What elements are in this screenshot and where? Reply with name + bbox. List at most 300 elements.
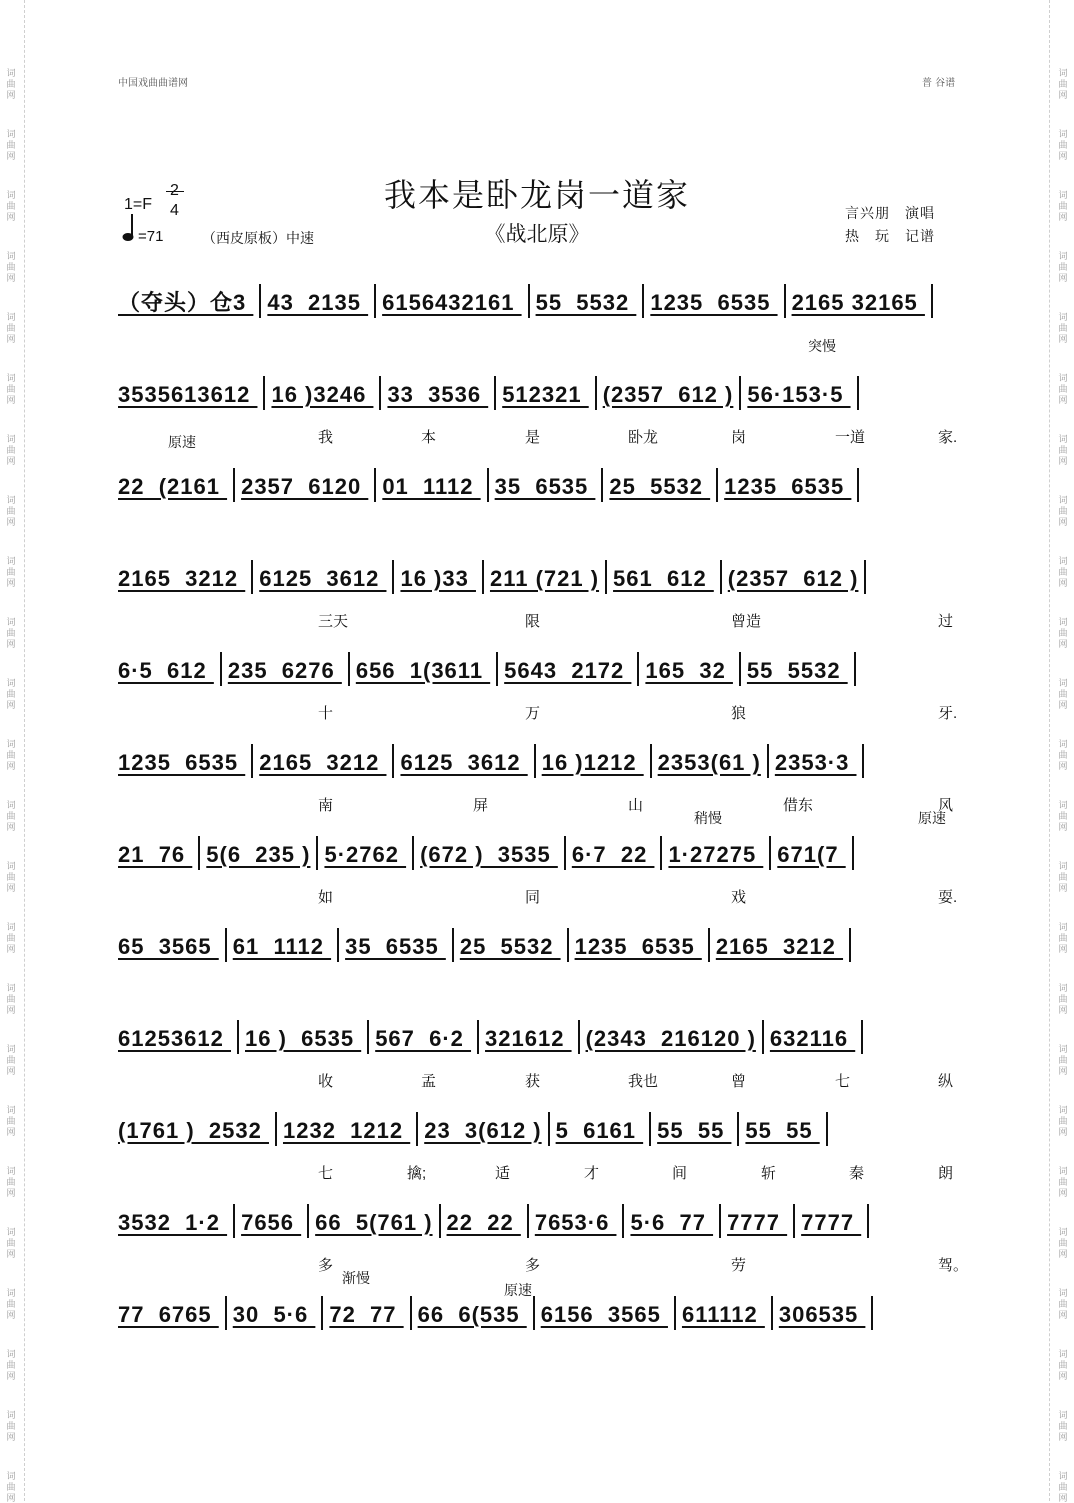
watermark-glyph: 网 bbox=[1058, 1310, 1068, 1320]
watermark-glyph: 网 bbox=[1058, 212, 1068, 222]
watermark-glyph: 词 bbox=[6, 434, 16, 444]
lyric-word: 是 bbox=[525, 429, 541, 446]
measure: 211 (721 ) bbox=[489, 566, 600, 591]
barline bbox=[931, 284, 933, 318]
watermark-glyph: 网 bbox=[1058, 1127, 1068, 1137]
barline bbox=[439, 1204, 441, 1238]
barline bbox=[857, 376, 859, 410]
measure: 306535 bbox=[778, 1302, 866, 1327]
watermark-glyph: 网 bbox=[1058, 1249, 1068, 1259]
lyric-word: 多 bbox=[318, 1257, 334, 1274]
measure: 2165 3212 bbox=[118, 566, 246, 591]
singer-credit: 言兴朋 演唱 bbox=[845, 205, 935, 221]
barline bbox=[793, 1204, 795, 1238]
score-row bbox=[118, 1112, 976, 1146]
watermark-glyph: 词 bbox=[1058, 1471, 1068, 1481]
measure: 6156 3565 bbox=[540, 1302, 668, 1327]
measure: 2165 32165 bbox=[791, 290, 925, 315]
barline bbox=[864, 560, 866, 594]
watermark-glyph: 网 bbox=[6, 1371, 16, 1381]
watermark-glyph: 网 bbox=[6, 1310, 16, 1320]
watermark-glyph: 曲 bbox=[6, 201, 16, 211]
barline bbox=[622, 1204, 624, 1238]
barline bbox=[660, 836, 662, 870]
measure: 7656 bbox=[241, 1210, 302, 1235]
measure: 22 22 bbox=[446, 1210, 521, 1235]
watermark-glyph: 曲 bbox=[1058, 1116, 1068, 1126]
barline bbox=[374, 284, 376, 318]
measure: 5·2762 bbox=[324, 842, 407, 867]
watermark-glyph: 网 bbox=[6, 334, 16, 344]
watermark-glyph: 曲 bbox=[1058, 201, 1068, 211]
barline bbox=[595, 376, 597, 410]
song-title: 我本是卧龙岗一道家 bbox=[383, 176, 690, 214]
watermark-glyph: 曲 bbox=[1058, 628, 1068, 638]
watermark-glyph: 词 bbox=[6, 251, 16, 261]
barline bbox=[871, 1296, 873, 1330]
watermark-glyph: 词 bbox=[6, 800, 16, 810]
barline bbox=[337, 928, 339, 962]
watermark-glyph: 曲 bbox=[6, 1238, 16, 1248]
lyric-word: 十 bbox=[318, 705, 334, 722]
barline bbox=[487, 468, 489, 502]
measure: 2353·3 bbox=[774, 750, 857, 775]
measure: 16 )33 bbox=[400, 566, 476, 591]
barline bbox=[307, 1204, 309, 1238]
barline bbox=[716, 468, 718, 502]
watermark-glyph: 曲 bbox=[1058, 445, 1068, 455]
measure: 56·153·5 bbox=[747, 382, 851, 407]
lyric-word: 岗 bbox=[731, 429, 747, 446]
barline bbox=[392, 560, 394, 594]
measure: 16 )3246 bbox=[271, 382, 374, 407]
barline bbox=[719, 1204, 721, 1238]
barline bbox=[567, 928, 569, 962]
watermark-glyph: 网 bbox=[6, 1188, 16, 1198]
barline bbox=[452, 928, 454, 962]
watermark-glyph: 词 bbox=[1058, 1288, 1068, 1298]
watermark-glyph: 词 bbox=[1058, 800, 1068, 810]
watermark-glyph: 网 bbox=[1058, 883, 1068, 893]
barline bbox=[321, 1296, 323, 1330]
measure: (2343 216120 ) bbox=[585, 1026, 756, 1051]
watermark-glyph: 曲 bbox=[6, 994, 16, 1004]
barline bbox=[605, 560, 607, 594]
tempo-change-mark: 原速 bbox=[918, 810, 946, 826]
measure: 3535613612 bbox=[118, 382, 258, 407]
measure: 25 5532 bbox=[459, 934, 561, 959]
barline bbox=[237, 1020, 239, 1054]
measure: 1·27275 bbox=[668, 842, 764, 867]
watermark-glyph: 词 bbox=[6, 129, 16, 139]
watermark-glyph: 网 bbox=[6, 212, 16, 222]
lyric-word: 七 bbox=[835, 1073, 851, 1090]
barline bbox=[225, 928, 227, 962]
measure: 2165 3212 bbox=[259, 750, 387, 775]
watermark-glyph: 曲 bbox=[1058, 994, 1068, 1004]
watermark-glyph: 词 bbox=[1058, 312, 1068, 322]
barline bbox=[578, 1020, 580, 1054]
score-row bbox=[118, 376, 976, 410]
measure: 61253612 bbox=[118, 1026, 231, 1051]
measure: 632116 bbox=[769, 1026, 856, 1051]
watermark-glyph: 曲 bbox=[1058, 140, 1068, 150]
measure: 16 )1212 bbox=[541, 750, 644, 775]
time-signature-bottom: 4 bbox=[170, 202, 179, 219]
watermark-glyph: 词 bbox=[6, 678, 16, 688]
measure: 6156432161 bbox=[382, 290, 522, 315]
watermark-glyph: 曲 bbox=[1058, 262, 1068, 272]
watermark-glyph: 曲 bbox=[1058, 811, 1068, 821]
watermark-glyph: 曲 bbox=[6, 1299, 16, 1309]
watermark-glyph: 曲 bbox=[6, 506, 16, 516]
watermark-glyph: 曲 bbox=[6, 445, 16, 455]
lyric-word: 劳 bbox=[731, 1257, 747, 1274]
measure: 1235 6535 bbox=[574, 934, 702, 959]
measure: 1235 6535 bbox=[650, 290, 778, 315]
lyric-word: 才 bbox=[584, 1165, 600, 1182]
score-row bbox=[118, 652, 976, 686]
watermark-glyph: 曲 bbox=[6, 1116, 16, 1126]
watermark-glyph: 曲 bbox=[6, 79, 16, 89]
time-signature-line bbox=[166, 191, 184, 192]
barline bbox=[392, 744, 394, 778]
lyric-word: 万 bbox=[525, 705, 541, 722]
measure: 25 5532 bbox=[609, 474, 711, 499]
lyric-word: 一道 bbox=[835, 429, 866, 446]
measure: 611112 bbox=[681, 1302, 765, 1327]
barline bbox=[867, 1204, 869, 1238]
watermark-glyph: 词 bbox=[1058, 1166, 1068, 1176]
barline bbox=[861, 1020, 863, 1054]
measure: 30 5·6 bbox=[232, 1302, 316, 1327]
lyric-word: 我也 bbox=[628, 1073, 659, 1090]
watermark-glyph: 词 bbox=[1058, 129, 1068, 139]
barline bbox=[720, 560, 722, 594]
watermark-glyph: 网 bbox=[6, 1249, 16, 1259]
watermark-glyph: 网 bbox=[6, 395, 16, 405]
measure: 55 5532 bbox=[746, 658, 848, 683]
lyric-word: 斩 bbox=[761, 1165, 777, 1182]
measure: 55 5532 bbox=[535, 290, 637, 315]
watermark-glyph: 词 bbox=[1058, 1410, 1068, 1420]
watermark-glyph: 曲 bbox=[1058, 506, 1068, 516]
watermark-glyph: 词 bbox=[6, 1410, 16, 1420]
watermark-glyph: 网 bbox=[6, 639, 16, 649]
measure: 66 6(535 bbox=[417, 1302, 527, 1327]
measure: 7777 bbox=[801, 1210, 862, 1235]
tempo-change-mark: 原速 bbox=[504, 1282, 532, 1298]
watermark-glyph: 曲 bbox=[1058, 323, 1068, 333]
site-name: 中国戏曲曲谱网 bbox=[118, 78, 188, 89]
watermark-glyph: 词 bbox=[1058, 1105, 1068, 1115]
watermark-glyph: 网 bbox=[1058, 1188, 1068, 1198]
transcriber-credit: 热 玩 记谱 bbox=[845, 228, 935, 244]
measure: 5·6 77 bbox=[630, 1210, 714, 1235]
barline bbox=[849, 928, 851, 962]
watermark-glyph: 网 bbox=[1058, 151, 1068, 161]
watermark-glyph: 曲 bbox=[6, 1177, 16, 1187]
lyric-word: 屏 bbox=[473, 797, 489, 814]
barline bbox=[649, 1112, 651, 1146]
barline bbox=[410, 1296, 412, 1330]
measure: 656 1(3611 bbox=[355, 658, 491, 683]
watermark-glyph: 词 bbox=[1058, 1044, 1068, 1054]
measure: (1761 ) 2532 bbox=[118, 1118, 269, 1143]
measure: （夺头）仓3 bbox=[118, 290, 254, 315]
lyric-word: 同 bbox=[525, 889, 541, 906]
lyric-word: 卧龙 bbox=[628, 429, 659, 446]
measure: 23 3(612 ) bbox=[424, 1118, 542, 1143]
measure: 72 77 bbox=[329, 1302, 404, 1327]
watermark-glyph: 网 bbox=[6, 578, 16, 588]
watermark-glyph: 词 bbox=[1058, 1227, 1068, 1237]
measure: 55 55 bbox=[745, 1118, 820, 1143]
watermark-glyph: 曲 bbox=[6, 140, 16, 150]
barline bbox=[601, 468, 603, 502]
watermark-glyph: 曲 bbox=[6, 262, 16, 272]
barline bbox=[494, 376, 496, 410]
watermark-glyph: 词 bbox=[1058, 373, 1068, 383]
lyric-word: 曾造 bbox=[731, 613, 762, 630]
barline bbox=[771, 1296, 773, 1330]
barline bbox=[533, 1296, 535, 1330]
measure: 3532 1·2 bbox=[118, 1210, 228, 1235]
lyric-word: 戏 bbox=[731, 889, 747, 906]
lyric-word: 耍. bbox=[938, 889, 958, 906]
lyric-word: 间 bbox=[672, 1165, 688, 1182]
watermark-glyph: 曲 bbox=[1058, 1177, 1068, 1187]
barline bbox=[564, 836, 566, 870]
barline bbox=[198, 836, 200, 870]
watermark-glyph: 网 bbox=[1058, 761, 1068, 771]
lyric-word: 我 bbox=[318, 429, 334, 446]
measure: 2353(61 ) bbox=[657, 750, 761, 775]
watermark-glyph: 词 bbox=[6, 556, 16, 566]
watermark-glyph: 词 bbox=[1058, 983, 1068, 993]
watermark-glyph: 网 bbox=[6, 944, 16, 954]
barline bbox=[739, 376, 741, 410]
barline bbox=[374, 468, 376, 502]
barline bbox=[769, 836, 771, 870]
measure: 35 6535 bbox=[494, 474, 596, 499]
watermark-glyph: 网 bbox=[1058, 456, 1068, 466]
measure: 6125 3612 bbox=[259, 566, 387, 591]
barline bbox=[527, 1204, 529, 1238]
lyric-word: 过 bbox=[938, 613, 954, 630]
watermark-glyph: 网 bbox=[6, 761, 16, 771]
barline bbox=[477, 1020, 479, 1054]
measure: (2357 612 ) bbox=[727, 566, 859, 591]
watermark-glyph: 词 bbox=[1058, 251, 1068, 261]
watermark-glyph: 网 bbox=[6, 517, 16, 527]
watermark-glyph: 曲 bbox=[6, 933, 16, 943]
watermark-glyph: 网 bbox=[6, 90, 16, 100]
barline bbox=[862, 744, 864, 778]
measure: 66 5(761 ) bbox=[315, 1210, 433, 1235]
quarter-note-icon bbox=[122, 214, 136, 242]
watermark-glyph: 词 bbox=[6, 190, 16, 200]
lyric-word: 纵 bbox=[938, 1073, 954, 1090]
watermark-glyph: 词 bbox=[6, 1288, 16, 1298]
measure: 561 612 bbox=[613, 566, 714, 591]
watermark-glyph: 网 bbox=[6, 1493, 16, 1503]
key-signature: 1=F bbox=[124, 196, 153, 213]
watermark-glyph: 词 bbox=[6, 373, 16, 383]
measure: 16 ) 6535 bbox=[245, 1026, 362, 1051]
barline bbox=[348, 652, 350, 686]
watermark-glyph: 词 bbox=[6, 312, 16, 322]
measure: (672 ) 3535 bbox=[420, 842, 558, 867]
lyric-word: 借东 bbox=[783, 797, 814, 814]
watermark-glyph: 词 bbox=[6, 1227, 16, 1237]
watermark-glyph: 曲 bbox=[6, 628, 16, 638]
watermark-glyph: 词 bbox=[1058, 922, 1068, 932]
watermark-glyph: 词 bbox=[6, 68, 16, 78]
measure: 7777 bbox=[727, 1210, 788, 1235]
watermark-glyph: 曲 bbox=[6, 750, 16, 760]
barline bbox=[548, 1112, 550, 1146]
watermark-glyph: 词 bbox=[6, 1471, 16, 1481]
barline bbox=[251, 744, 253, 778]
watermark-glyph: 网 bbox=[1058, 334, 1068, 344]
watermark-glyph: 词 bbox=[1058, 556, 1068, 566]
watermark-glyph: 词 bbox=[6, 861, 16, 871]
measure: 321612 bbox=[485, 1026, 572, 1051]
barline bbox=[220, 652, 222, 686]
lyric-word: 多 bbox=[525, 1257, 541, 1274]
watermark-glyph: 网 bbox=[6, 1005, 16, 1015]
barline bbox=[739, 652, 741, 686]
barline bbox=[412, 836, 414, 870]
watermark-glyph: 曲 bbox=[1058, 1238, 1068, 1248]
watermark-glyph: 网 bbox=[6, 822, 16, 832]
barline bbox=[826, 1112, 828, 1146]
watermark-glyph: 曲 bbox=[6, 1482, 16, 1492]
watermark-glyph: 词 bbox=[1058, 861, 1068, 871]
lyric-word: 秦 bbox=[849, 1165, 865, 1182]
watermark-glyph: 词 bbox=[6, 922, 16, 932]
score-row bbox=[118, 284, 976, 318]
measure: 5(6 235 ) bbox=[206, 842, 311, 867]
measure: 61 1112 bbox=[232, 934, 332, 959]
watermark-glyph: 词 bbox=[1058, 678, 1068, 688]
barline bbox=[275, 1112, 277, 1146]
measure: 1232 1212 bbox=[282, 1118, 411, 1143]
lyric-word: 本 bbox=[421, 429, 437, 446]
lyric-word: 获 bbox=[525, 1073, 541, 1090]
measure: 55 55 bbox=[657, 1118, 732, 1143]
watermark-glyph: 网 bbox=[1058, 517, 1068, 527]
barline bbox=[784, 284, 786, 318]
measure: 33 3536 bbox=[387, 382, 489, 407]
watermark-glyph: 网 bbox=[1058, 1371, 1068, 1381]
watermark-glyph: 词 bbox=[1058, 1349, 1068, 1359]
watermark-glyph: 曲 bbox=[6, 1360, 16, 1370]
barline bbox=[642, 284, 644, 318]
tempo-change-mark: 稍慢 bbox=[694, 810, 722, 826]
watermark-glyph: 曲 bbox=[6, 1055, 16, 1065]
lyric-word: 三天 bbox=[318, 613, 349, 630]
watermark-glyph: 网 bbox=[6, 700, 16, 710]
watermark-glyph: 网 bbox=[6, 1066, 16, 1076]
lyric-word: 七 bbox=[318, 1165, 334, 1182]
lyric-word: 收 bbox=[318, 1073, 334, 1090]
lyric-word: 风 bbox=[938, 797, 954, 814]
barline bbox=[233, 468, 235, 502]
lyric-word: 如 bbox=[318, 889, 334, 906]
barline bbox=[852, 836, 854, 870]
lyric-word: 适 bbox=[495, 1165, 511, 1182]
watermark-glyph: 词 bbox=[6, 1349, 16, 1359]
barline bbox=[637, 652, 639, 686]
tempo-change-mark: 突慢 bbox=[808, 338, 836, 354]
lyric-word: 擒; bbox=[407, 1165, 427, 1182]
watermark-glyph: 曲 bbox=[6, 384, 16, 394]
watermark-glyph: 网 bbox=[1058, 273, 1068, 283]
watermark-glyph: 词 bbox=[6, 1105, 16, 1115]
watermark-glyph: 曲 bbox=[6, 689, 16, 699]
barline bbox=[496, 652, 498, 686]
watermark-glyph: 词 bbox=[1058, 495, 1068, 505]
watermark-glyph: 网 bbox=[6, 1127, 16, 1137]
lyric-word: 孟 bbox=[421, 1073, 437, 1090]
watermark-glyph: 曲 bbox=[1058, 1482, 1068, 1492]
watermark-glyph: 网 bbox=[1058, 1493, 1068, 1503]
lyric-word: 曾 bbox=[731, 1073, 747, 1090]
measure: 1235 6535 bbox=[118, 750, 246, 775]
measure: 5643 2172 bbox=[504, 658, 632, 683]
barline bbox=[528, 284, 530, 318]
lyric-word: 狼 bbox=[731, 705, 747, 722]
watermark-glyph: 词 bbox=[6, 495, 16, 505]
barline bbox=[259, 284, 261, 318]
measure: 22 (2161 bbox=[118, 474, 228, 499]
measure: 2357 6120 bbox=[241, 474, 369, 499]
barline bbox=[233, 1204, 235, 1238]
watermark-glyph: 词 bbox=[6, 983, 16, 993]
measure: 6·7 22 bbox=[571, 842, 655, 867]
measure: 7653·6 bbox=[534, 1210, 617, 1235]
lyric-word: 牙. bbox=[938, 705, 958, 722]
score-row bbox=[118, 1296, 976, 1330]
watermark-glyph: 网 bbox=[1058, 1432, 1068, 1442]
watermark-glyph: 网 bbox=[1058, 944, 1068, 954]
watermark-glyph: 曲 bbox=[6, 567, 16, 577]
barline bbox=[367, 1020, 369, 1054]
barline bbox=[251, 560, 253, 594]
barline bbox=[854, 652, 856, 686]
watermark-glyph: 网 bbox=[6, 273, 16, 283]
barline bbox=[316, 836, 318, 870]
watermark-glyph: 词 bbox=[6, 1044, 16, 1054]
barline bbox=[737, 1112, 739, 1146]
measure: 2165 3212 bbox=[715, 934, 844, 959]
barline bbox=[225, 1296, 227, 1330]
watermark-glyph: 网 bbox=[6, 151, 16, 161]
watermark-glyph: 曲 bbox=[6, 1421, 16, 1431]
watermark-glyph: 网 bbox=[1058, 90, 1068, 100]
watermark-glyph: 曲 bbox=[1058, 384, 1068, 394]
watermark-glyph: 曲 bbox=[1058, 567, 1068, 577]
barline bbox=[857, 468, 859, 502]
watermark-glyph: 曲 bbox=[1058, 1055, 1068, 1065]
watermark-glyph: 词 bbox=[1058, 434, 1068, 444]
measure: 235 6276 bbox=[227, 658, 342, 683]
measure: 65 3565 bbox=[118, 934, 219, 959]
watermark-glyph: 曲 bbox=[6, 323, 16, 333]
measure: 165 32 bbox=[645, 658, 733, 683]
